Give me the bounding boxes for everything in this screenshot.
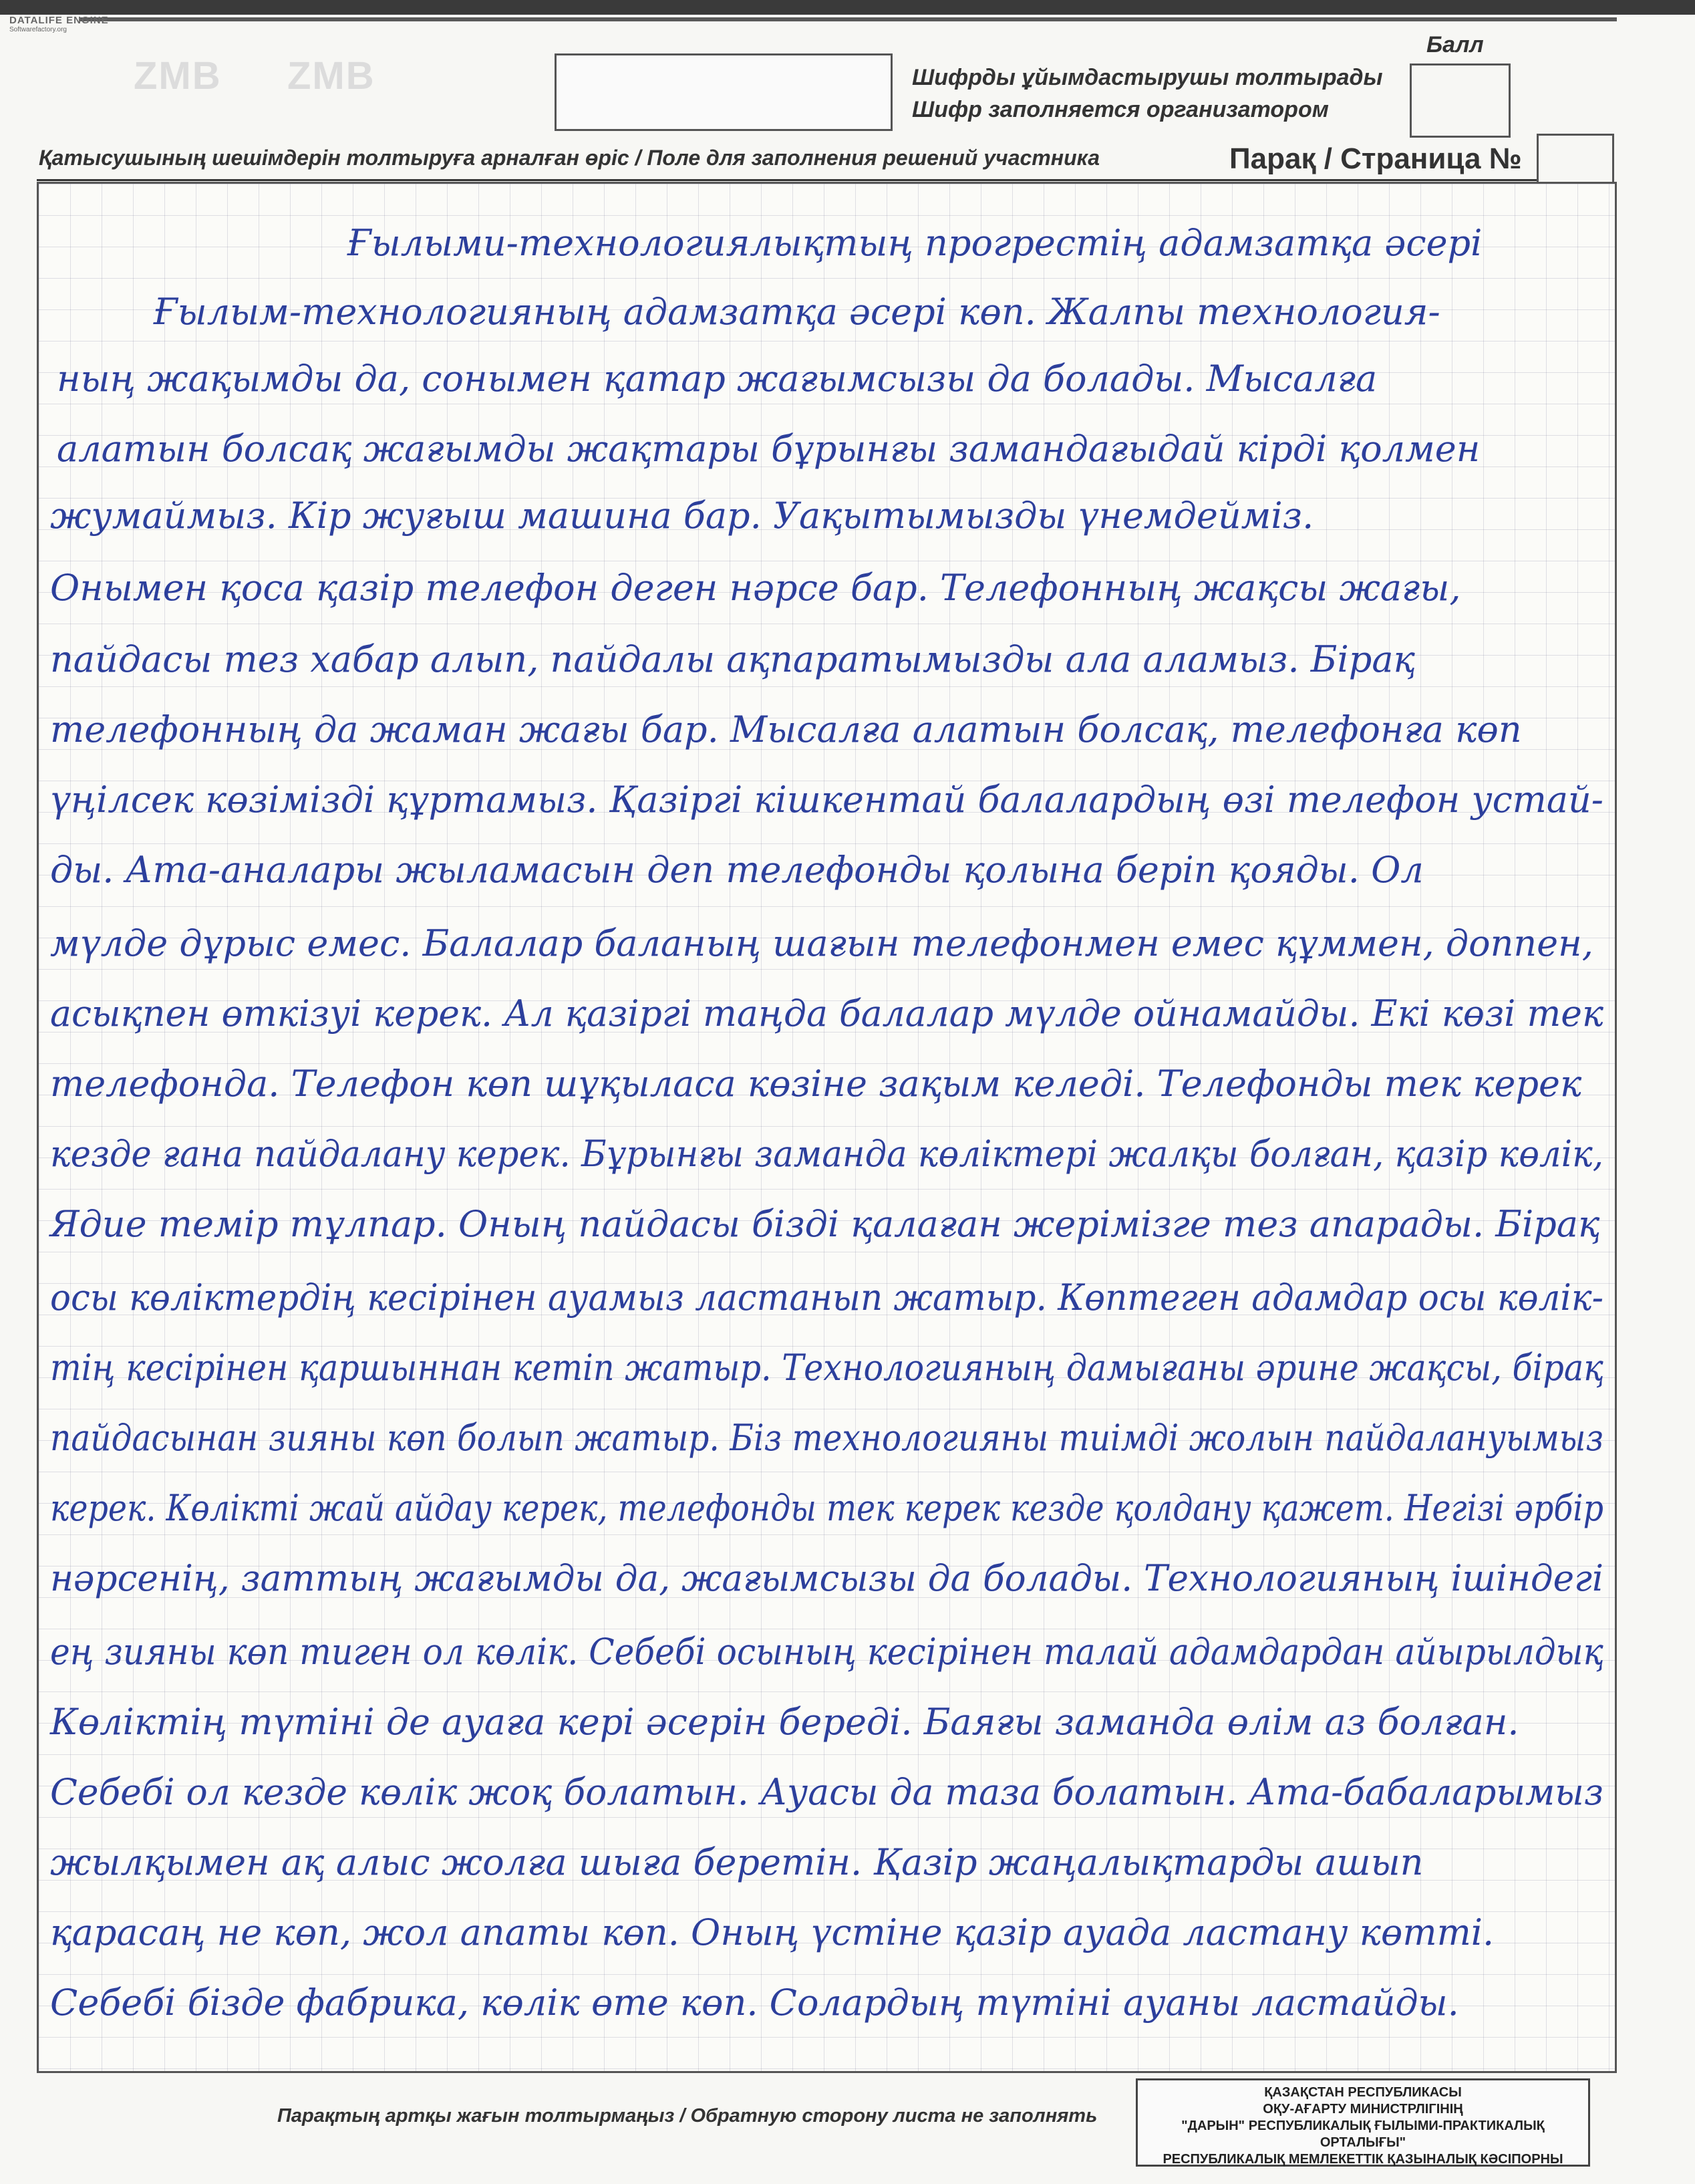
- top-scan-border: [0, 0, 1695, 15]
- engine-logo: [9, 15, 109, 33]
- essay-line: мүлде дұрыс емес. Балалар баланың шағын телефонмен емес құммен, доппен,: [50, 922, 1593, 964]
- cipher-note-kk: Шифрды ұйымдастырушы толтырады: [912, 65, 1383, 90]
- essay-line: алатын болсақ жағымды жақтары бұрынғы замандағыдай кірді қолмен: [57, 428, 1481, 470]
- essay-line: Ядие темір тұлпар. Оның пайдасы бізді қалаған жерімізге тез апарады. Бірақ: [50, 1203, 1600, 1245]
- page-number-box: [1537, 134, 1614, 186]
- cipher-note: [912, 61, 1383, 126]
- essay-line: керек. Көлікті жай айдау керек, телефонды тек керек кезде қолдану қажет. Негізі әрбір: [50, 1487, 1603, 1529]
- cipher-note-ru: Шифр заполняется организатором: [912, 97, 1329, 122]
- essay-line: асықпен өткізуі керек. Ал қазіргі таңда балалар мүлде ойнамайды. Екі көзі тек: [50, 992, 1603, 1035]
- essay-line: жылқымен ақ алыс жолға шыға беретін. Қазір жаңалықтарды ашып: [50, 1841, 1424, 1883]
- page-number-label: Парақ / Страница №: [1229, 142, 1522, 175]
- stamp-line: ОҚУ-АҒАРТУ МИНИСТРЛІГІНІҢ: [1263, 2102, 1463, 2117]
- watermark-right: ZMB: [287, 54, 375, 98]
- essay-line: Ғылым-технологияның адамзатқа әсері көп. Жалпы технология-: [154, 291, 1440, 333]
- essay-line: осы көліктердің кесірінен ауамыз ластанып жатыр. Көптеген адамдар осы көлік-: [50, 1276, 1603, 1319]
- cipher-box: [555, 53, 893, 131]
- top-scan-border-inner: [80, 17, 1617, 21]
- essay-line: нәрсенің, заттың жағымды да, жағымсызы да болады. Технологияның ішіндегі: [50, 1557, 1603, 1599]
- essay-line: ның жақымды да, сонымен қатар жағымсызы да болады. Мысалға: [57, 358, 1378, 400]
- essay-line: қарасаң не көп, жол апаты көп. Оның үстіне қазір ауада ластану көтті.: [50, 1911, 1495, 1953]
- essay-line: ды. Ата-аналары жыламасын деп телефонды қолына беріп қояды. Ол: [50, 849, 1424, 891]
- essay-line: телефонның да жаман жағы бар. Мысалға алатын болсақ, телефонға көп: [50, 708, 1522, 750]
- organizer-stamp: [1136, 2078, 1590, 2167]
- score-label: Балл: [1426, 32, 1484, 57]
- stamp-line: РЕСПУБЛИКАЛЫҚ МЕМЛЕКЕТТІК ҚАЗЫНАЛЫҚ КӘСІПОРНЫ: [1163, 2152, 1563, 2167]
- header-divider: [37, 179, 1537, 181]
- stamp-line: ҚАЗАҚСТАН РЕСПУБЛИКАСЫ: [1264, 2085, 1462, 2100]
- footer-note: Парақтың артқы жағын толтырмаңыз / Обратную сторону листа не заполнять: [277, 2105, 1098, 2127]
- essay-line: пайдасынан зияны көп болып жатыр. Біз технологияны тиімді жолын пайдалануымыз: [50, 1417, 1603, 1459]
- stamp-line: "ДАРЫН" РЕСПУБЛИКАЛЫҚ ҒЫЛЫМИ-ПРАКТИКАЛЫҚ ОРТАЛЫҒЫ": [1181, 2119, 1545, 2150]
- essay-line: пайдасы тез хабар алып, пайдалы ақпаратымызды ала аламыз. Бірақ: [50, 638, 1416, 680]
- essay-line: тің кесірінен қаршыннан кетіп жатыр. Технологияның дамығаны әрине жақсы, бірақ: [50, 1347, 1603, 1389]
- essay-line: телефонда. Телефон көп шұқыласа көзіне зақым келеді. Телефонды тек керек: [50, 1063, 1582, 1105]
- engine-logo-subtext: Softwarefactory.org: [9, 26, 67, 33]
- essay-title: Ғылыми-технологиялықтың прогрестің адамзатқа әсері: [347, 222, 1483, 264]
- score-box: [1410, 63, 1511, 138]
- essay-line: Онымен қоса қазір телефон деген нәрсе бар. Телефонның жақсы жағы,: [50, 567, 1461, 609]
- essay-line: жумаймыз. Кір жуғыш машина бар. Уақытымызды үнемдейміз.: [50, 495, 1314, 537]
- engine-logo-text: DATALIFE ENGINE: [9, 15, 109, 26]
- essay-line: кезде ғана пайдалану керек. Бұрынғы заманда көліктері жалқы болған, қазір көлік,: [50, 1133, 1603, 1175]
- essay-line: Себебі бізде фабрика, көлік өте көп. Солардың түтіні ауаны ластайды.: [50, 1982, 1459, 2024]
- essay-line: Көліктің түтіні де ауаға кері әсерін береді. Баяғы заманда өлім аз болған.: [50, 1701, 1519, 1743]
- watermark-left: ZMB: [134, 54, 222, 98]
- answer-field-label: Қатысушының шешімдерін толтыруға арналған өріс / Поле для заполнения решений участника: [39, 146, 1100, 170]
- essay-line: ең зияны көп тиген ол көлік. Себебі осының кесірінен талай адамдардан айырылдық: [50, 1631, 1603, 1673]
- essay-line: Себебі ол кезде көлік жоқ болатын. Ауасы да таза болатын. Ата-бабаларымыз: [50, 1771, 1603, 1813]
- essay-line: үңілсек көзімізді құртамыз. Қазіргі кішкентай балалардың өзі телефон устай-: [50, 779, 1603, 821]
